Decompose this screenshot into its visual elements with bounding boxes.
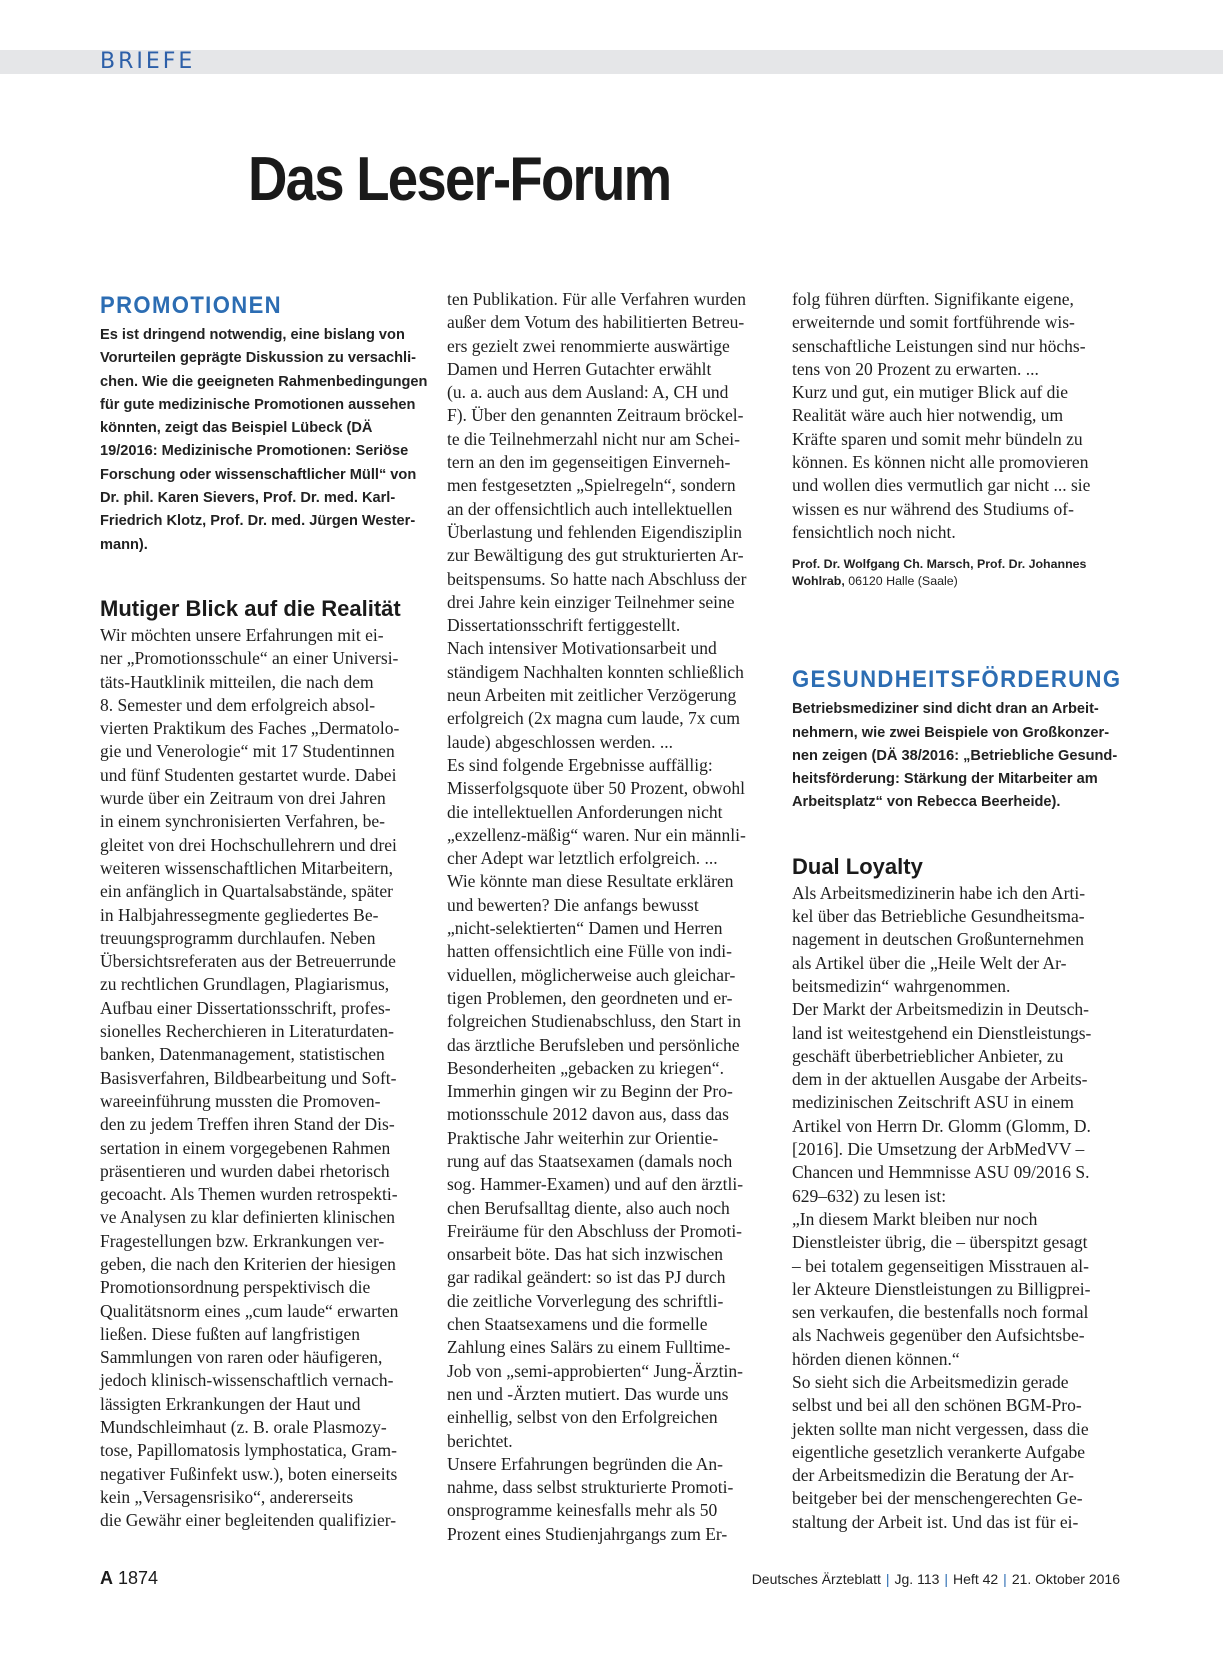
text-line: hatten offensichtlich eine Fülle von indi-: [447, 941, 732, 962]
text-line: der Arbeitsmedizin die Beratung der Ar-: [792, 1465, 1074, 1486]
text-line: ner „Promotionsschule“ an einer Universi-: [100, 648, 399, 669]
text-line: eigentliche gesetzlich verankerte Aufgabe: [792, 1441, 1085, 1462]
text-line: ve Analysen zu klar definierten klinischen: [100, 1207, 395, 1228]
text-line: nen und -Ärzten mutiert. Das wurde uns: [447, 1383, 729, 1404]
text-line: Überlastung und fehlenden Eigendisziplin: [447, 521, 742, 542]
text-line: chen Berufsalltag diente, also auch noch: [447, 1197, 730, 1218]
text-line: chen Staatsexamens und die formelle: [447, 1314, 708, 1335]
text-line: zu rechtlichen Grundlagen, Plagiarismus,: [100, 974, 390, 995]
text-line: wurde über ein Zeitraum von drei Jahren: [100, 788, 386, 809]
text-line: jedoch klinisch-wissenschaftlich vernach-: [100, 1370, 394, 1391]
text-line: die intellektuellen Anforderungen nicht: [447, 801, 723, 822]
text-line: gar radikal geändert: so ist das PJ durch: [447, 1267, 726, 1288]
text-line: tens von 20 Prozent zu erwarten. ...: [792, 358, 1039, 379]
text-line: F). Über den genannten Zeitraum bröckel-: [447, 405, 744, 426]
text-line: gleitet von drei Hochschullehrern und drei: [100, 834, 397, 855]
text-line: die zeitliche Vorverlegung des schriftli-: [447, 1290, 724, 1311]
journal-date: 21. Oktober 2016: [1011, 1571, 1120, 1587]
text-line: Immerhin gingen wir zu Beginn der Pro-: [447, 1081, 733, 1102]
text-line: heitsförderung: Stärkung der Mitarbeiter am: [792, 771, 1098, 788]
text-line: und bewerten? Die anfangs bewusst: [447, 894, 699, 915]
text-line: sionelles Recherchieren in Literaturdaten-: [100, 1021, 394, 1042]
text-line: folgreichen Studienabschluss, den Start in: [447, 1011, 742, 1032]
text-line: präsentieren und wurden dabei rhetorisch: [100, 1160, 390, 1181]
text-line: 19/2016: Medizinische Promotionen: Seriöse: [100, 443, 409, 460]
text-line: außer dem Votum des habilitierten Betreu-: [447, 312, 745, 333]
text-line: lässigten Erkrankungen der Haut und: [100, 1393, 361, 1414]
text-line: te die Teilnehmerzahl nicht nur am Schei-: [447, 428, 740, 449]
text-line: onsprogramme keinesfalls mehr als 50: [447, 1500, 718, 1521]
text-line: neun Arbeiten mit zeitlicher Verzögerung: [447, 685, 737, 706]
text-line: sog. Hammer-Examen) und auf den ärztli-: [447, 1174, 744, 1195]
text-line: senschaftliche Leistungen sind nur höchs-: [792, 335, 1086, 356]
text-line: Zahlung eines Salärs zu einem Fulltime-: [447, 1337, 731, 1358]
text-line: täts-Hautklinik mitteilen, die nach dem: [100, 671, 374, 692]
text-line: staltung der Arbeit ist. Und das ist für ei-: [792, 1511, 1079, 1532]
text-line: Dissertationsschrift fertiggestellt.: [447, 615, 681, 636]
text-line: Job von „semi-approbierten“ Jung-Ärztin-: [447, 1360, 743, 1381]
text-line: So sieht sich die Arbeitsmedizin gerade: [792, 1371, 1069, 1392]
text-line: Übersichtsreferaten aus der Betreuerrunde: [100, 951, 396, 972]
text-line: Vorurteilen geprägte Diskussion zu versachli-: [100, 350, 417, 367]
text-line: nen zeigen (DÄ 38/2016: „Betriebliche Gesund-: [792, 747, 1118, 764]
text-line: Forschung oder wissenschaftlicher Müll“ von: [100, 466, 417, 483]
text-line: und wollen dies vermutlich gar nicht ... sie: [792, 475, 1091, 496]
text-line: viduellen, möglicherweise auch gleichar-: [447, 964, 736, 985]
intro-text-2: [792, 698, 1118, 814]
text-line: Prozent eines Studienjahrgangs zum Er-: [447, 1523, 728, 1544]
article-headline-2: Dual Loyalty: [792, 853, 923, 879]
article-body-end: [792, 288, 1110, 544]
column-3: [792, 288, 1122, 1534]
separator: |: [885, 1571, 890, 1587]
text-line: berichtet.: [447, 1430, 513, 1451]
text-line: Praktische Jahr weiterhin zur Orientie-: [447, 1127, 719, 1148]
text-line: gie und Venerologie“ mit 17 Studentinnen: [100, 741, 395, 762]
text-line: Damen und Herren Gutachter erwählt: [447, 358, 712, 379]
text-line: einhellig, selbst von den Erfolgreichen: [447, 1407, 718, 1428]
text-line: als Artikel über die „Heile Welt der Ar-: [792, 952, 1067, 973]
journal-info: [752, 1571, 1120, 1587]
text-line: Fragestellungen bzw. Erkrankungen ver-: [100, 1230, 385, 1251]
text-line: motionsschule 2012 davon aus, dass das: [447, 1104, 729, 1125]
text-line: nehmern, wie zwei Beispiele von Großkonzer-: [792, 724, 1110, 741]
text-line: Betriebsmediziner sind dicht dran an Arbeit-: [792, 701, 1099, 718]
text-line: „In diesem Markt bleiben nur noch: [792, 1208, 1038, 1229]
text-line: men festgesetzten „Spielregeln“, sondern: [447, 475, 736, 496]
article-body: [100, 624, 418, 1533]
text-line: sertation in einem vorgegebenen Rahmen: [100, 1137, 391, 1158]
text-line: tose, Papillomatosis lymphostatica, Gram-: [100, 1440, 397, 1461]
page-number: [100, 1568, 158, 1589]
text-line: können. Es können nicht alle promovieren: [792, 452, 1089, 473]
text-line: (u. a. auch aus dem Ausland: A, CH und: [447, 382, 729, 403]
text-line: chen. Wie die geeigneten Rahmenbedingungen: [100, 373, 428, 390]
text-line: drei Jahre kein einziger Teilnehmer seine: [447, 591, 735, 612]
page-number-value: 1874: [118, 1568, 159, 1588]
text-line: Als Arbeitsmedizinerin habe ich den Arti-: [792, 882, 1086, 903]
text-line: wareeinführung mussten die Promoven-: [100, 1090, 381, 1111]
text-line: Misserfolgsquote über 50 Prozent, obwohl: [447, 778, 745, 799]
text-line: Dr. phil. Karen Sievers, Prof. Dr. med. Karl-: [100, 490, 396, 507]
text-line: cher Adept war letztlich erfolgreich. ...: [447, 848, 718, 869]
text-line: beitsmedizin“ wahrgenommen.: [792, 975, 1011, 996]
text-line: Wie könnte man diese Resultate erklären: [447, 871, 734, 892]
text-line: kein „Versagensrisiko“, andererseits: [100, 1486, 354, 1507]
text-line: Es sind folgende Ergebnisse auffällig:: [447, 754, 713, 775]
text-line: zur Bewältigung des gut strukturierten Ar-: [447, 545, 744, 566]
text-line: sen verkaufen, die bestenfalls noch formal: [792, 1302, 1089, 1323]
text-line: folg führen dürften. Signifikante eigene,: [792, 289, 1074, 309]
text-line: das ärztliche Berufsleben und persönliche: [447, 1034, 740, 1055]
text-line: „exzellenz-mäßig“ waren. Nur ein männli-: [447, 824, 746, 845]
text-line: jekten sollte man nicht vergessen, dass die: [792, 1418, 1089, 1439]
text-line: Wir möchten unsere Erfahrungen mit ei-: [100, 624, 384, 645]
text-line: gecoacht. Als Themen wurden retrospekti-: [100, 1184, 398, 1205]
page-title: Das Leser-Forum: [248, 145, 671, 214]
text-line: geschäft überbetrieblicher Anbieter, zu: [792, 1045, 1064, 1066]
text-line: und fünf Studenten gestartet wurde. Dabei: [100, 764, 397, 785]
text-line: land ist weitestgehend ein Dienstleistungs-: [792, 1022, 1092, 1043]
text-line: ließen. Diese fußten auf langfristigen: [100, 1323, 360, 1344]
text-line: könnten, zeigt das Beispiel Lübeck (DÄ: [100, 420, 373, 437]
column-1: [100, 290, 428, 1533]
text-line: mann).: [100, 536, 148, 553]
text-line: tern an den im gegenseitigen Einverneh-: [447, 452, 731, 473]
page-footer: [100, 1568, 1120, 1592]
text-line: negativer Fußinfekt usw.), boten einerseits: [100, 1463, 398, 1484]
author-signature: [792, 556, 1110, 589]
text-line: an der offensichtlich auch intellektuellen: [447, 498, 733, 519]
intro-text: [100, 324, 428, 557]
text-line: weiteren wissenschaftlichen Mitarbeitern,: [100, 857, 394, 878]
text-line: erfolgreich (2x magna cum laude, 7x cum: [447, 708, 741, 729]
text-line: ein anfänglich in Quartalsabstände, später: [100, 881, 394, 902]
text-line: dem in der aktuellen Ausgabe der Arbeits-: [792, 1069, 1088, 1090]
text-line: den zu jedem Treffen ihren Stand der Dis-: [100, 1114, 395, 1135]
text-line: Chancen und Hemmnisse ASU 09/2016 S.: [792, 1162, 1090, 1183]
text-line: in einem synchronisierten Verfahren, be-: [100, 811, 385, 832]
text-line: selbst und bei all den schönen BGM-Pro-: [792, 1395, 1082, 1416]
text-line: Arbeitsplatz“ von Rebecca Beerheide).: [792, 794, 1061, 811]
text-line: nagement in deutschen Großunternehmen: [792, 929, 1085, 950]
journal-issue: Heft 42: [953, 1571, 999, 1587]
text-line: hörden dienen können.“: [792, 1348, 960, 1369]
text-line: fensichtlich noch nicht.: [792, 521, 956, 542]
text-line: erweiternde und somit fortführende wis-: [792, 312, 1075, 333]
text-line: ten Publikation. Für alle Verfahren wurden: [447, 289, 747, 309]
text-line: Mundschleimhaut (z. B. orale Plasmozy-: [100, 1417, 387, 1438]
text-line: ers gezielt zwei renommierte auswärtige: [447, 335, 730, 356]
text-line: treuungsprogramm durchlaufen. Neben: [100, 927, 376, 948]
text-line: rung auf das Staatsexamen (damals noch: [447, 1150, 733, 1171]
text-line: Unsere Erfahrungen begründen die An-: [447, 1453, 724, 1474]
text-line: Der Markt der Arbeitsmedizin in Deutsch-: [792, 999, 1089, 1020]
author-names-cont: Wohlrab,: [792, 573, 845, 588]
text-line: Aufbau einer Dissertationsschrift, profes-: [100, 997, 391, 1018]
text-line: beitgeber bei der menschengerechten Ge-: [792, 1488, 1083, 1509]
text-line: Sammlungen von raren oder häufigeren,: [100, 1347, 383, 1368]
page-prefix: A: [100, 1568, 113, 1588]
text-line: Es ist dringend notwendig, eine bislang von: [100, 327, 405, 343]
text-line: beitspensums. So hatte nach Abschluss der: [447, 568, 747, 589]
text-line: medizinischen Zeitschrift ASU in einem: [792, 1092, 1074, 1113]
text-line: Besonderheiten „gebacken zu kriegen“.: [447, 1057, 724, 1078]
text-line: laude) abgeschlossen werden. ...: [447, 731, 673, 752]
text-line: onsarbeit böte. Das hat sich inzwischen: [447, 1244, 724, 1265]
text-line: als Nachweis gegenüber den Aufsichtsbe-: [792, 1325, 1085, 1346]
text-line: Promotionsordnung perspektivisch die: [100, 1277, 371, 1298]
journal-name: Deutsches Ärzteblatt: [751, 1571, 881, 1587]
journal-volume: Jg. 113: [894, 1571, 940, 1587]
author-place: 06120 Halle (Saale): [844, 573, 958, 588]
text-line: Nach intensiver Motivationsarbeit und: [447, 638, 717, 659]
text-line: [2016]. Die Umsetzung der ArbMedVV –: [792, 1139, 1085, 1160]
section-label: BRIEFE: [100, 49, 196, 74]
text-line: Kurz und gut, ein mutiger Blick auf die: [792, 382, 1069, 403]
text-line: „nicht-selektierten“ Damen und Herren: [447, 918, 723, 939]
separator: |: [944, 1571, 949, 1587]
column-2: [447, 288, 765, 1546]
article-headline: Mutiger Blick auf die Realität: [100, 595, 401, 621]
separator: |: [1003, 1571, 1007, 1587]
author-names: Prof. Dr. Wolfgang Ch. Marsch, Prof. Dr. Johannes: [792, 557, 1087, 572]
text-line: 8. Semester und dem erfolgreich absol-: [100, 694, 376, 715]
article-body-continued: [447, 288, 765, 1546]
text-line: Basisverfahren, Bildbearbeitung und Soft-: [100, 1067, 397, 1088]
text-line: die Gewähr einer begleitenden qualifizier-: [100, 1510, 397, 1531]
topic-heading: PROMOTIONEN: [100, 292, 283, 319]
text-line: nahme, dass selbst strukturierte Promoti-: [447, 1477, 734, 1498]
text-line: Realität wäre auch hier notwendig, um: [792, 405, 1064, 426]
text-line: Dienstleister übrig, die – überspitzt gesagt: [792, 1232, 1088, 1253]
text-line: Friedrich Klotz, Prof. Dr. med. Jürgen Wester-: [100, 513, 416, 530]
text-line: Kräfte sparen und somit mehr bündeln zu: [792, 428, 1083, 449]
text-line: in Halbjahressegmente gegliedertes Be-: [100, 904, 379, 925]
article-body-2: [792, 882, 1110, 1534]
text-line: für gute medizinische Promotionen aussehen: [100, 396, 416, 413]
text-line: Qualitätsnorm eines „cum laude“ erwarten: [100, 1300, 399, 1321]
topic-heading-2: GESUNDHEITSFÖRDERUNG: [792, 666, 1122, 694]
text-line: ler Akteure Dienstleistungen zu Billigprei-: [792, 1278, 1091, 1299]
text-line: ständigem Nachhalten konnten schließlich: [447, 661, 744, 682]
text-line: vierten Praktikum des Faches „Dermatolo-: [100, 718, 400, 739]
text-line: geben, die nach den Kriterien der hiesigen: [100, 1253, 396, 1274]
text-line: 629–632) zu lesen ist:: [792, 1185, 947, 1206]
text-line: Artikel von Herrn Dr. Glomm (Glomm, D.: [792, 1115, 1091, 1136]
text-line: tigen Problemen, den geordneten und er-: [447, 987, 733, 1008]
text-line: wissen es nur während des Studiums of-: [792, 498, 1074, 519]
text-line: kel über das Betriebliche Gesundheitsma-: [792, 906, 1085, 927]
text-line: – bei totalem gegenseitigen Misstrauen al-: [792, 1255, 1089, 1276]
text-line: Freiräume für den Abschluss der Promoti-: [447, 1220, 743, 1241]
text-line: banken, Datenmanagement, statistischen: [100, 1044, 385, 1065]
